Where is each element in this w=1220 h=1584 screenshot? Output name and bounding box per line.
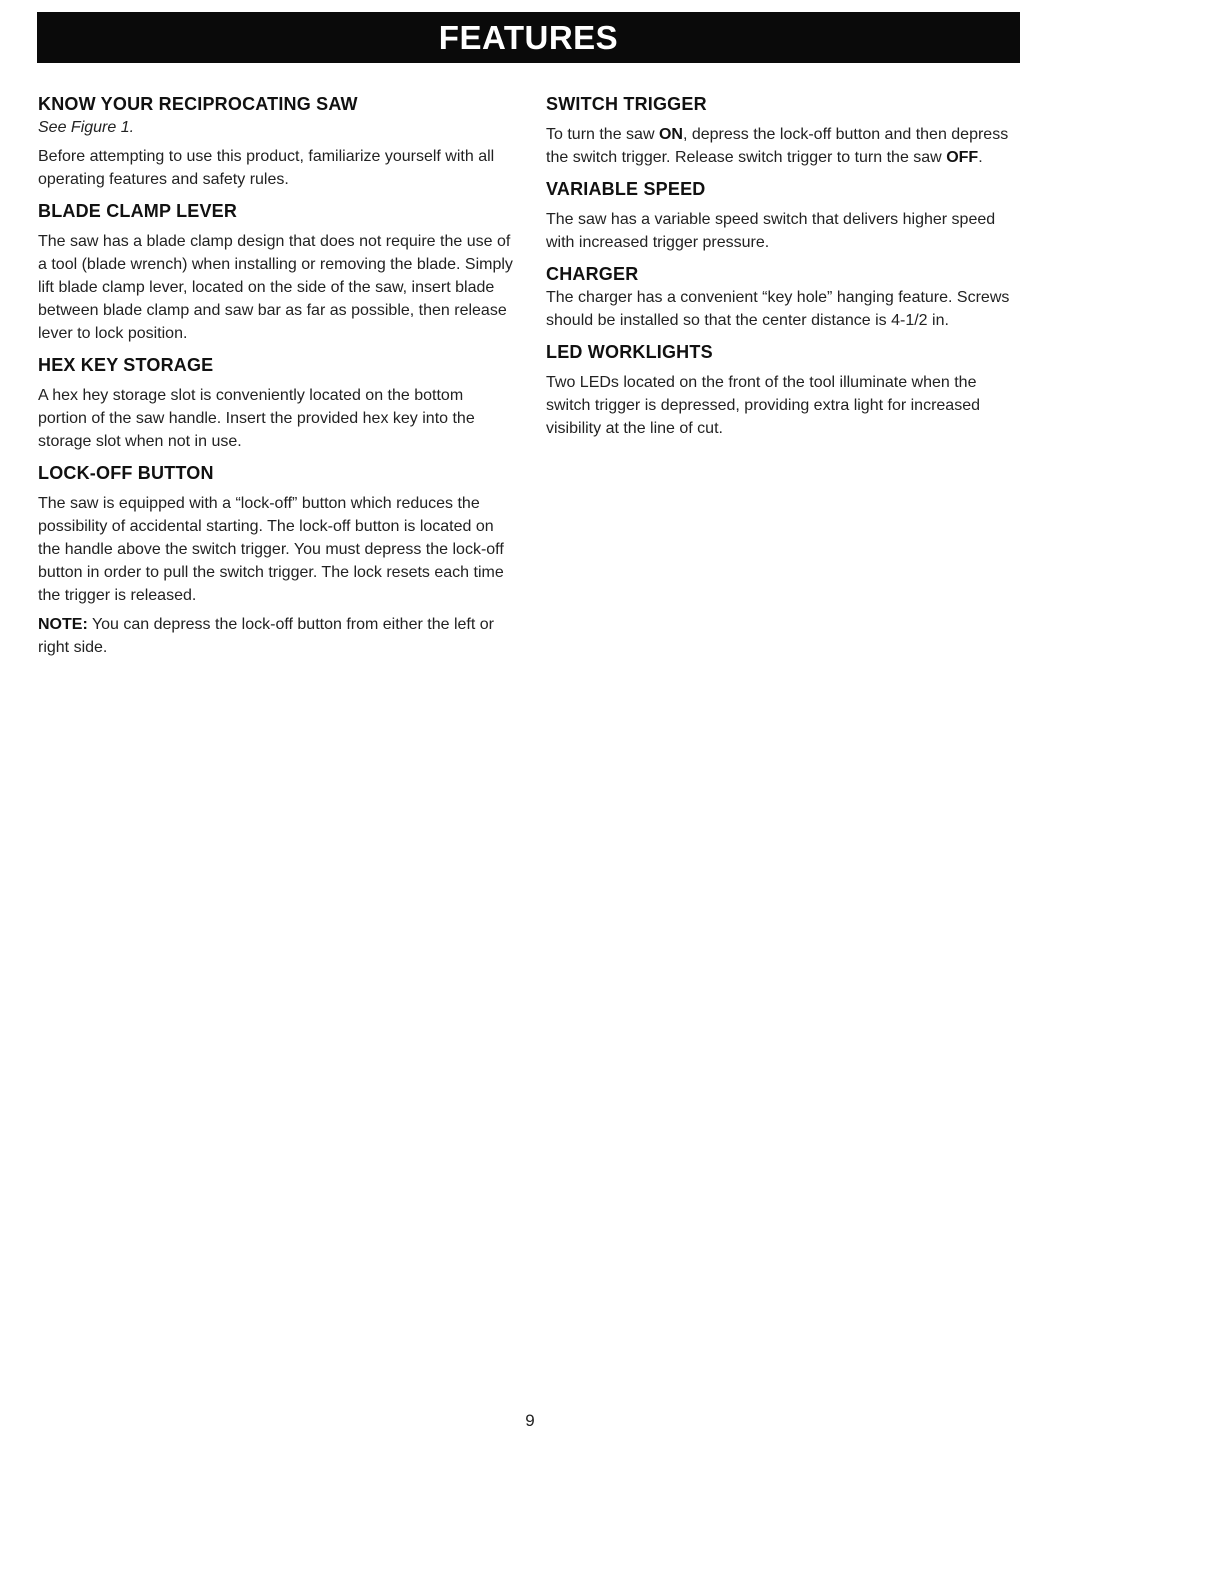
switch-trigger-heading: SWITCH TRIGGER (546, 94, 707, 114)
note-label: NOTE: (38, 616, 88, 633)
switch-trigger-text-2: , depress the lock-off button and then depress the switch trigger. Release switch trigger to turn the saw (546, 126, 1009, 166)
figure-reference: See Figure 1. (38, 119, 135, 136)
variable-speed-section (546, 177, 1024, 254)
left-column (38, 92, 516, 659)
lock-off-note (38, 613, 516, 659)
off-label: OFF (946, 149, 979, 166)
blade-clamp-section (38, 199, 516, 345)
know-saw-section (38, 92, 516, 191)
variable-speed-heading: VARIABLE SPEED (546, 179, 706, 199)
led-section (546, 340, 1024, 440)
switch-trigger-body (546, 123, 1024, 169)
charger-body: The charger has a convenient “key hole” hanging feature. Screws should be installed so that the center distance is 4-1/2 in. (546, 289, 1010, 329)
charger-heading: CHARGER (546, 264, 639, 284)
know-saw-heading: KNOW YOUR RECIPROCATING SAW (38, 94, 358, 114)
blade-clamp-body: The saw has a blade clamp design that does not require the use of a tool (blade wrench) when installing or removing the blade. Simply lift blade clamp lever, located on the side of the saw, insert blade between blade clamp and saw bar as far as possible, then release lever to lock position. (38, 233, 513, 342)
on-label: ON (658, 126, 683, 143)
lock-off-section (38, 461, 516, 659)
switch-trigger-text-3: . (978, 149, 983, 166)
right-column (546, 92, 1024, 440)
variable-speed-body: The saw has a variable speed switch that delivers higher speed with increased trigger pressure. (546, 211, 996, 251)
know-saw-body: Before attempting to use this product, familiarize yourself with all operating features and safety rules. (38, 148, 495, 188)
led-heading: LED WORKLIGHTS (546, 342, 713, 362)
note-text: You can depress the lock-off button from either the left or right side. (38, 616, 494, 656)
page-title: FEATURES (37, 12, 1020, 63)
charger-section (546, 262, 1024, 332)
switch-trigger-text-1: To turn the saw (546, 126, 659, 143)
hex-key-heading: HEX KEY STORAGE (38, 355, 214, 375)
lock-off-body: The saw is equipped with a “lock-off” button which reduces the possibility of accidental starting. The lock-off button is located on the handle above the switch trigger. You must depress the lock-off button in order to pull the switch trigger. The lock resets each time the trigger is released. (38, 495, 504, 604)
lock-off-heading: LOCK-OFF BUTTON (38, 463, 214, 483)
hex-key-section (38, 353, 516, 453)
page-number: 9 (525, 1411, 535, 1430)
blade-clamp-heading: BLADE CLAMP LEVER (38, 201, 238, 221)
led-body: Two LEDs located on the front of the tool illuminate when the switch trigger is depressed, providing extra light for increased visibility at the line of cut. (546, 374, 980, 437)
switch-trigger-section (546, 92, 1024, 169)
hex-key-body: A hex hey storage slot is conveniently located on the bottom portion of the saw handle. Insert the provided hex key into the storage slot when not in use. (38, 387, 475, 450)
